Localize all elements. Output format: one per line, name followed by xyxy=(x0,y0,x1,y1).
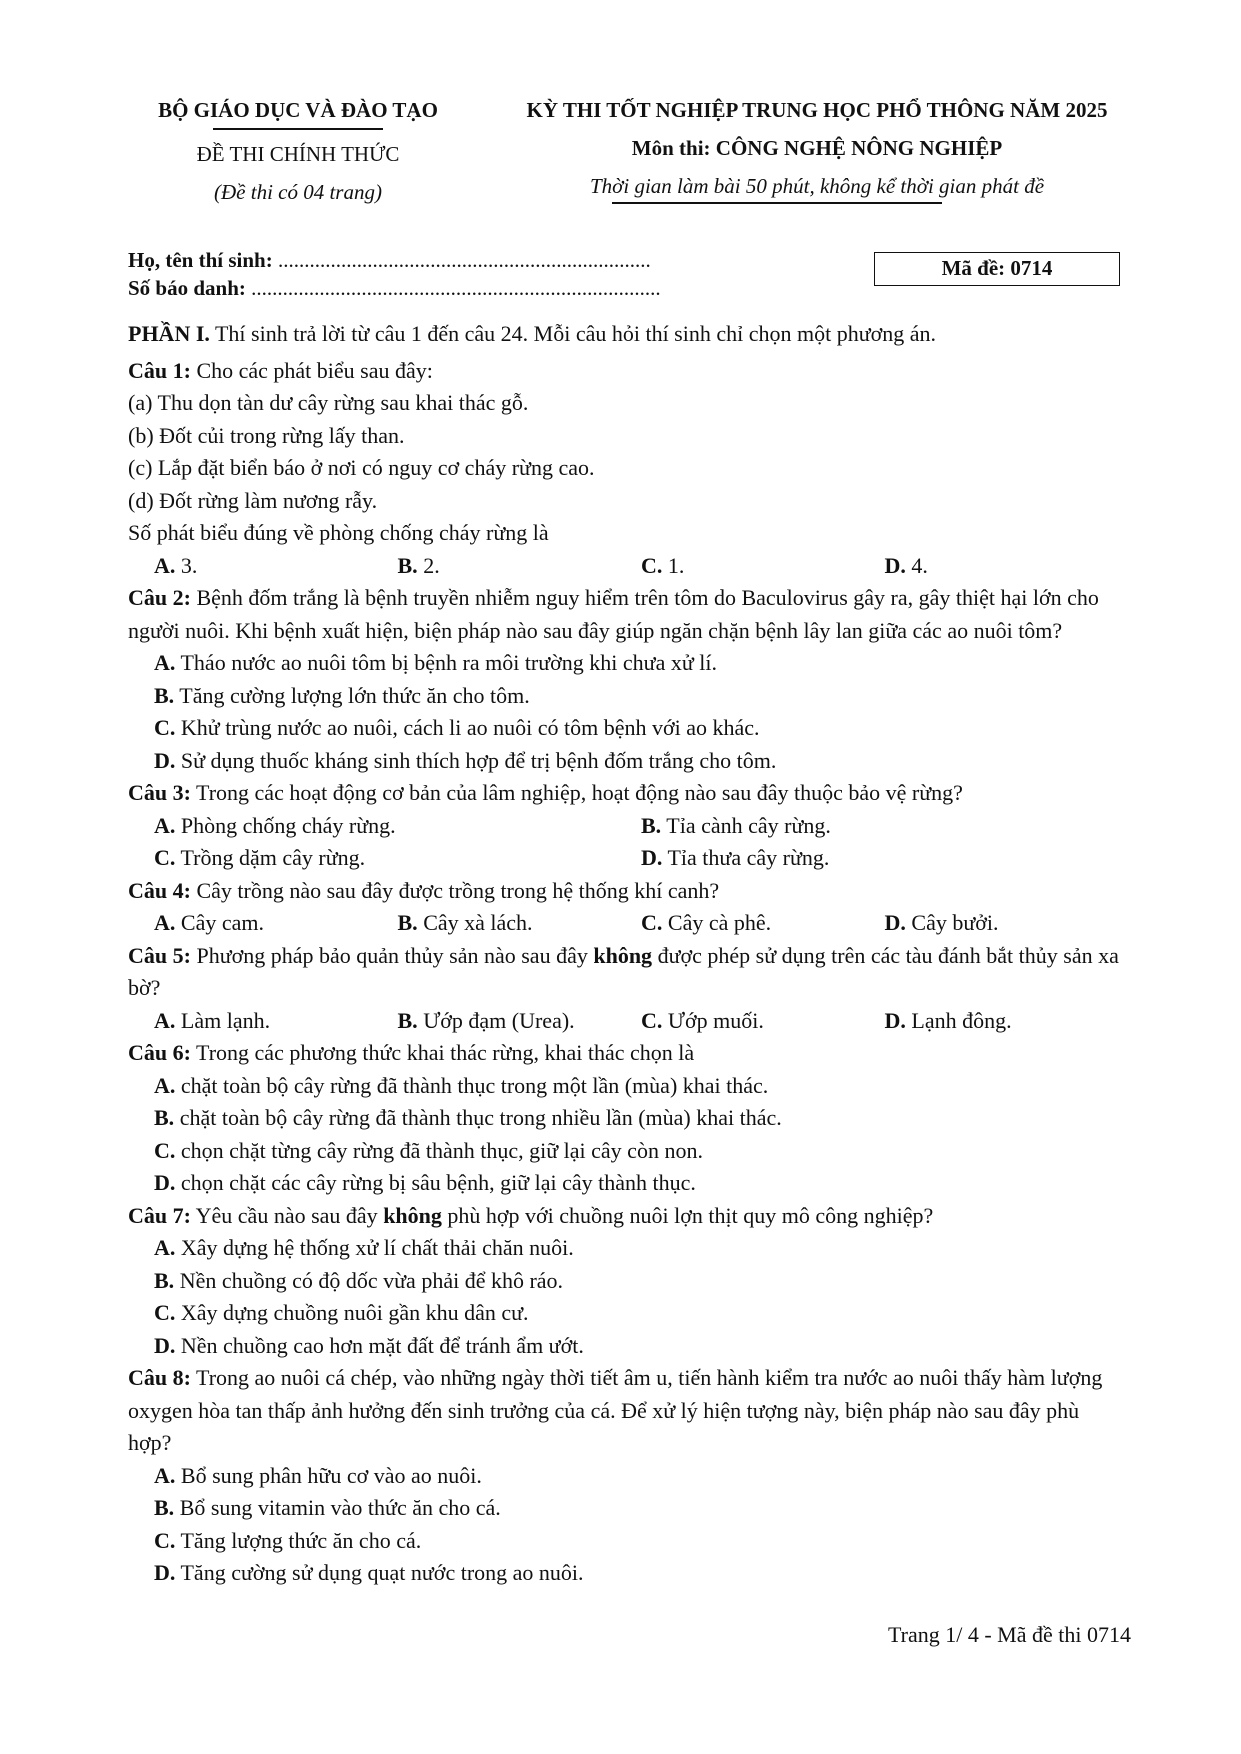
option-a: A. Cây cam. xyxy=(154,910,264,935)
option-d: D. 4. xyxy=(884,552,928,578)
option-d: D. Nền chuồng cao hơn mặt đất để tránh ẩm ướt. xyxy=(154,1332,584,1358)
option-b: B. Nền chuồng có độ dốc vừa phải để khô ráo. xyxy=(154,1267,564,1293)
candidate-info xyxy=(128,246,661,302)
pages-note: (Đề thi có 04 trang) xyxy=(214,179,382,204)
candidate-name-label: Họ, tên thí sinh: xyxy=(128,248,273,272)
options-row xyxy=(128,810,1128,843)
option-c: C. Xây dựng chuồng nuôi gần khu dân cư. xyxy=(154,1300,529,1325)
option-a: A. Bổ sung phân hữu cơ vào ao nuôi. xyxy=(154,1462,482,1488)
option-d: D. Cây bưởi. xyxy=(884,910,999,935)
emphasis: không xyxy=(593,942,653,968)
candidate-id-dots: .............................................................................. xyxy=(245,276,661,300)
option-a: A. Phòng chống cháy rừng. xyxy=(154,812,396,838)
options-row xyxy=(128,1005,1128,1038)
option-a: A. chặt toàn bộ cây rừng đã thành thục trong một lần (mùa) khai thác. xyxy=(154,1072,769,1098)
option-c: C. Cây cà phê. xyxy=(641,910,772,935)
option-b: B. 2. xyxy=(397,552,440,578)
time-note: Thời gian làm bài 50 phút, không kể thời gian phát đề xyxy=(589,174,1045,198)
option-b: B. Bổ sung vitamin vào thức ăn cho cá. xyxy=(154,1495,501,1520)
time-underline xyxy=(612,202,942,204)
option-c: C. 1. xyxy=(641,552,685,578)
option-a: A. Làm lạnh. xyxy=(154,1007,271,1033)
option-b: B. Ướp đạm (Urea). xyxy=(397,1007,575,1033)
part1-heading xyxy=(128,318,1128,351)
question-label: Câu 6: xyxy=(128,1040,191,1065)
option-b: B. Tỉa cành cây rừng. xyxy=(641,812,831,838)
subject-name: CÔNG NGHỆ NÔNG NGHIỆP xyxy=(715,136,1003,160)
statement: (d) Đốt rừng làm nương rẫy. xyxy=(128,487,378,513)
option-c: C. Trồng dặm cây rừng. xyxy=(154,845,366,870)
option-d: D. Sử dụng thuốc kháng sinh thích hợp để trị bệnh đốm trắng cho tôm. xyxy=(154,747,777,773)
candidate-id-label: Số báo danh: xyxy=(128,276,246,300)
option-d: D. Lạnh đông. xyxy=(884,1007,1012,1033)
emphasis: không xyxy=(383,1202,442,1228)
question-label: Câu 7: xyxy=(128,1202,191,1228)
ministry-name: BỘ GIÁO DỤC VÀ ĐÀO TẠO xyxy=(158,98,438,122)
question-6 xyxy=(128,1037,1128,1200)
options-row xyxy=(128,842,1128,875)
exam-code: 0714 xyxy=(1010,256,1053,280)
question-text: Bệnh đốm trắng là bệnh truyền nhiễm nguy hiểm trên tôm do Baculovirus gây ra, gây thiệt hại lớn cho người nuôi. Khi bệnh xuất hiện, biện pháp nào sau đây giúp ngăn chặn bệnh lây lan giữa các ao nuôi tôm? xyxy=(128,585,1099,643)
question-label: Câu 2: xyxy=(128,585,191,610)
options-row xyxy=(128,907,1128,940)
question-text: Cây trồng nào sau đây được trồng trong hệ thống khí canh? xyxy=(190,877,720,903)
option-c: C. Tăng lượng thức ăn cho cá. xyxy=(154,1527,422,1553)
option-b: B. Cây xà lách. xyxy=(397,910,533,935)
exam-title: KỲ THI TỐT NGHIỆP TRUNG HỌC PHỔ THÔNG NĂM 2025 xyxy=(526,98,1108,122)
question-text: Trong các phương thức khai thác rừng, khai thác chọn là xyxy=(190,1040,695,1065)
option-b: B. Tăng cường lượng lớn thức ăn cho tôm. xyxy=(154,682,530,708)
page-footer: Trang 1/ 4 - Mã đề thi 0714 xyxy=(887,1622,1131,1647)
official-label: ĐỀ THI CHÍNH THỨC xyxy=(196,141,400,166)
option-a: A. Tháo nước ao nuôi tôm bị bệnh ra môi trường khi chưa xử lí. xyxy=(154,650,718,675)
question-label: Câu 5: xyxy=(128,942,191,968)
question-4 xyxy=(128,875,1128,940)
question-label: Câu 8: xyxy=(128,1365,191,1390)
option-d: D. Tỉa thưa cây rừng. xyxy=(641,845,830,870)
exam-code-label: Mã đề: xyxy=(941,256,1006,280)
statement: (c) Lắp đặt biển báo ở nơi có nguy cơ cháy rừng cao. xyxy=(128,455,595,480)
question-label: Câu 1: xyxy=(128,357,191,383)
question-text: Cho các phát biểu sau đây: xyxy=(190,357,433,383)
part1-title: PHẦN I. xyxy=(128,321,210,346)
statement: (a) Thu dọn tàn dư cây rừng sau khai thác gỗ. xyxy=(128,390,529,415)
option-c: C. Ướp muối. xyxy=(641,1007,764,1033)
question-8 xyxy=(128,1362,1128,1590)
header-left xyxy=(128,96,468,206)
options-row xyxy=(128,550,1128,583)
option-d: D. chọn chặt các cây rừng bị sâu bệnh, giữ lại cây thành thục. xyxy=(154,1170,696,1195)
question-label: Câu 3: xyxy=(128,780,191,805)
option-d: D. Tăng cường sử dụng quạt nước trong ao nuôi. xyxy=(154,1560,584,1585)
question-7: Câu 7: Yêu cầu nào sau đây không phù hợp với chuồng nuôi lợn thịt quy mô công nghiệp? A. Xây dựng hệ thống xử lí chất thải chăn nuôi. B. Nền chuồng có độ dốc vừa phải để khô ráo. C. Xây dựng chuồng nuôi gần khu dân cư. D. Nền chuồng cao hơn mặt đất để tránh ẩm ướt. xyxy=(128,1200,1128,1363)
option-a: A. Xây dựng hệ thống xử lí chất thải chăn nuôi. xyxy=(154,1235,574,1260)
question-text: Trong ao nuôi cá chép, vào những ngày thời tiết âm u, tiến hành kiểm tra nước ao nuôi thấy hàm lượng oxygen hòa tan thấp ảnh hưởng đến sinh trưởng của cá. Để xử lý hiện tượng này, biện pháp nào sau đây phù hợp? xyxy=(128,1365,1103,1455)
candidate-id-line xyxy=(128,274,661,302)
question-3 xyxy=(128,777,1128,875)
exam-code-box xyxy=(874,252,1120,286)
question-stem-end: Số phát biểu đúng về phòng chống cháy rừng là xyxy=(128,520,549,545)
option-c: C. Khử trùng nước ao nuôi, cách li ao nuôi có tôm bệnh với ao khác. xyxy=(154,715,760,740)
statement: (b) Đốt củi trong rừng lấy than. xyxy=(128,422,405,448)
question-1 xyxy=(128,355,1128,583)
subject-line xyxy=(494,134,1140,162)
exam-body xyxy=(128,318,1128,1590)
candidate-name-line xyxy=(128,246,661,274)
option-c: C. chọn chặt từng cây rừng đã thành thục, giữ lại cây còn non. xyxy=(154,1137,703,1163)
option-a: A. 3. xyxy=(154,552,198,578)
candidate-name-dots: ....................................................................... xyxy=(272,248,651,272)
option-b: B. chặt toàn bộ cây rừng đã thành thục trong nhiều lần (mùa) khai thác. xyxy=(154,1105,782,1130)
question-5: Câu 5: Phương pháp bảo quản thủy sản nào sau đây không được phép sử dụng trên các tàu đánh bắt thủy sản xa bờ? A. Làm lạnh. B. Ướp đạm (Urea). C. Ướp muối. D. Lạnh đông. xyxy=(128,940,1128,1038)
part1-instruction: Thí sinh trả lời từ câu 1 đến câu 24. Mỗi câu hỏi thí sinh chỉ chọn một phương án. xyxy=(209,321,937,346)
ministry-underline xyxy=(213,128,383,130)
question-2 xyxy=(128,582,1128,777)
header-right xyxy=(494,96,1140,204)
question-text: Trong các hoạt động cơ bản của lâm nghiệp, hoạt động nào sau đây thuộc bảo vệ rừng? xyxy=(190,780,963,805)
question-label: Câu 4: xyxy=(128,877,191,903)
subject-label: Môn thi: xyxy=(631,136,711,160)
